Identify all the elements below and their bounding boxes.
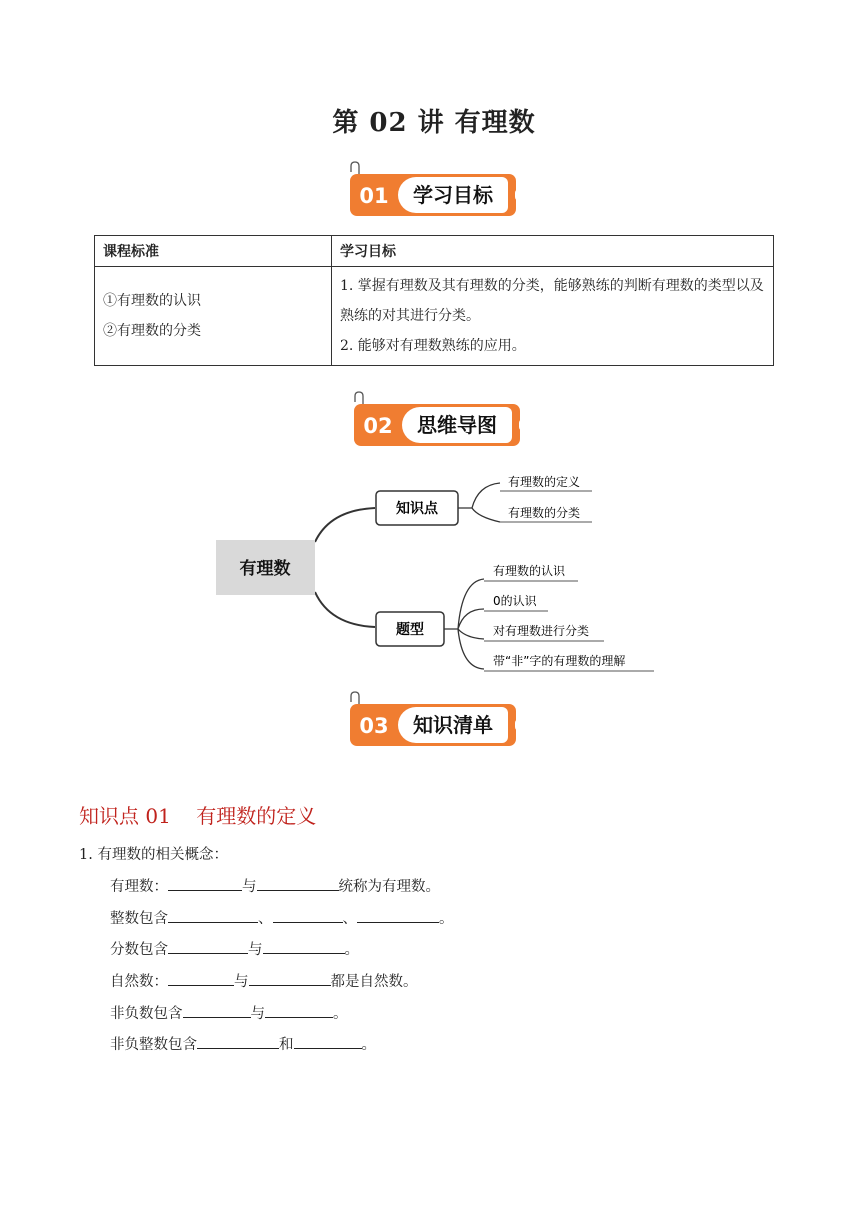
leaf-label: 有理数的认识: [493, 564, 566, 578]
badge-number: 01: [359, 184, 389, 208]
branch-label: 知识点: [396, 501, 438, 517]
leaf-label: 有理数的定义: [508, 475, 581, 489]
connector: [315, 508, 375, 542]
badge-label: 知识清单: [413, 713, 493, 737]
fill-line: 分数包含 与 。: [110, 938, 359, 959]
mindmap-root: 有理数: [239, 559, 291, 579]
answer-blank[interactable]: [265, 1003, 333, 1018]
fill-line: 自然数： 与 都是自然数。: [110, 970, 418, 991]
section-badge-goals: [350, 160, 520, 216]
answer-blank[interactable]: [183, 1003, 251, 1018]
standard-item: ①有理数的认识: [103, 293, 201, 309]
objective-item: 2. 能够对有理数熟练的应用。: [340, 338, 526, 354]
answer-blank[interactable]: [168, 908, 258, 923]
table-header-objective: 学习目标: [332, 236, 774, 267]
answer-blank[interactable]: [263, 939, 345, 954]
standards-cell: [95, 267, 332, 366]
knowledge-point-heading: 知识点 01 有理数的定义: [79, 804, 317, 828]
badge-number: 02: [363, 414, 393, 438]
badge-label: 学习目标: [413, 183, 493, 207]
table-header-standard: 课程标准: [95, 236, 332, 267]
leaf-label: 有理数的分类: [508, 506, 581, 520]
fill-line: 整数包含 、 、 。: [110, 907, 454, 928]
section-badge-knowledge: [350, 690, 520, 746]
answer-blank[interactable]: [294, 1034, 362, 1049]
answer-blank[interactable]: [168, 876, 242, 891]
connector: [315, 592, 375, 627]
branch-label: 题型: [396, 622, 424, 638]
page-title: 第 02 讲 有理数: [332, 108, 536, 138]
section-badge-mindmap: [354, 390, 524, 446]
badge-label: 思维导图: [417, 413, 497, 437]
fill-line: 非负整数包含 和 。: [110, 1033, 376, 1054]
answer-blank[interactable]: [197, 1034, 279, 1049]
answer-blank[interactable]: [257, 876, 339, 891]
answer-blank[interactable]: [249, 971, 331, 986]
concept-intro: 1. 有理数的相关概念：: [79, 847, 228, 863]
leaf-label: 0的认识: [493, 594, 537, 608]
leaf-label: 对有理数进行分类: [493, 624, 590, 638]
objective-item: 1. 掌握有理数及其有理数的分类，能够熟练的判断有理数的类型以及熟练的对其进行分类。: [340, 278, 764, 324]
answer-blank[interactable]: [168, 939, 248, 954]
fill-line: 有理数： 与 统称为有理数。: [110, 875, 440, 896]
badge-number: 03: [359, 714, 389, 738]
objectives-cell: [332, 267, 774, 366]
leaf-label: 带“非”字的有理数的理解: [493, 654, 626, 668]
fill-line: 非负数包含 与 。: [110, 1002, 348, 1023]
answer-blank[interactable]: [273, 908, 343, 923]
answer-blank[interactable]: [357, 908, 439, 923]
mind-map: [0, 455, 868, 685]
learning-goals-table: [94, 235, 774, 366]
standard-item: ②有理数的分类: [103, 323, 201, 339]
answer-blank[interactable]: [168, 971, 234, 986]
